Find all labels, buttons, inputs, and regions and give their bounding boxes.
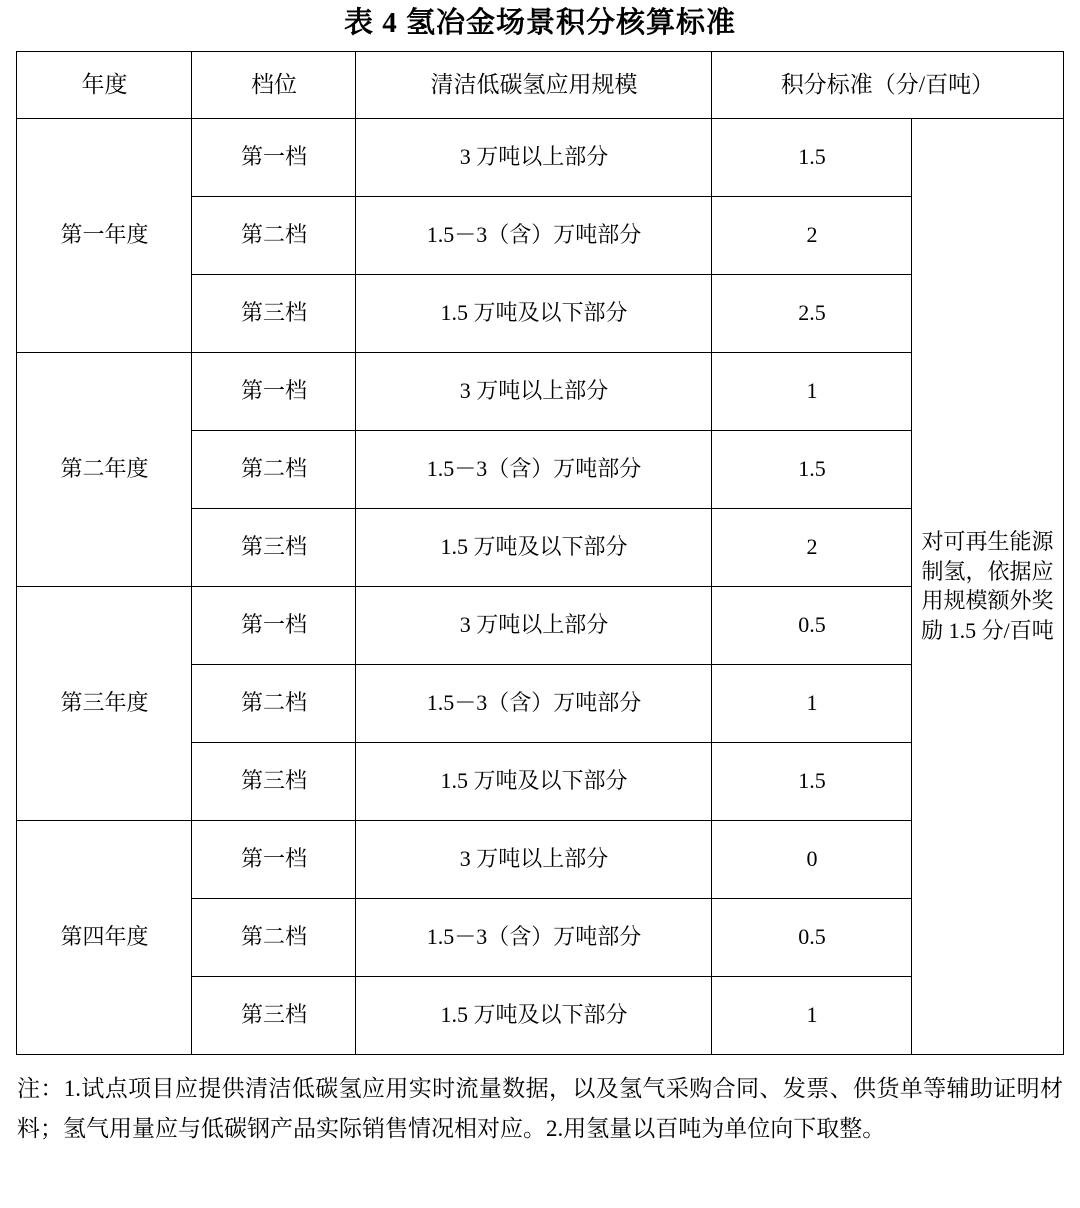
year-cell: 第一年度	[17, 118, 192, 352]
scale-cell: 1.5－3（含）万吨部分	[356, 430, 712, 508]
header-scale: 清洁低碳氢应用规模	[356, 51, 712, 118]
score-cell: 1	[712, 664, 912, 742]
table-header-row	[17, 51, 1063, 118]
scale-cell: 1.5 万吨及以下部分	[356, 742, 712, 820]
year-cell: 第三年度	[17, 586, 192, 820]
table-footnote: 注：1.试点项目应提供清洁低碳氢应用实时流量数据，以及氢气采购合同、发票、供货单等辅助证明材料；氢气用量应与低碳钢产品实际销售情况相对应。2.用氢量以百吨为单位向下取整。	[17, 1075, 1063, 1142]
tier-cell: 第一档	[192, 352, 356, 430]
tier-cell: 第一档	[192, 118, 356, 196]
scale-cell: 1.5－3（含）万吨部分	[356, 898, 712, 976]
year-cell: 第四年度	[17, 820, 192, 1054]
score-cell: 1.5	[712, 430, 912, 508]
score-cell: 0.5	[712, 586, 912, 664]
table-row	[17, 352, 1063, 430]
scale-cell: 3 万吨以上部分	[356, 352, 712, 430]
scale-cell: 1.5 万吨及以下部分	[356, 274, 712, 352]
score-cell: 2	[712, 196, 912, 274]
score-cell: 2	[712, 508, 912, 586]
score-cell: 0	[712, 820, 912, 898]
scale-cell: 1.5 万吨及以下部分	[356, 976, 712, 1054]
tier-cell: 第一档	[192, 586, 356, 664]
header-tier: 档位	[192, 51, 356, 118]
score-cell: 1.5	[712, 742, 912, 820]
scale-cell: 1.5－3（含）万吨部分	[356, 196, 712, 274]
table-row	[17, 118, 1063, 196]
scale-cell: 1.5－3（含）万吨部分	[356, 664, 712, 742]
table-row	[17, 586, 1063, 664]
scale-cell: 3 万吨以上部分	[356, 820, 712, 898]
tier-cell: 第三档	[192, 742, 356, 820]
score-standard-table	[16, 51, 1063, 1055]
table-body	[17, 118, 1063, 1054]
tier-cell: 第二档	[192, 196, 356, 274]
tier-cell: 第三档	[192, 508, 356, 586]
table-title: 表 4 氢冶金场景积分核算标准	[343, 7, 736, 39]
header-year: 年度	[17, 51, 192, 118]
tier-cell: 第二档	[192, 898, 356, 976]
table-row	[17, 820, 1063, 898]
tier-cell: 第二档	[192, 430, 356, 508]
score-cell: 1	[712, 976, 912, 1054]
tier-cell: 第三档	[192, 274, 356, 352]
tier-cell: 第三档	[192, 976, 356, 1054]
scale-cell: 1.5 万吨及以下部分	[356, 508, 712, 586]
table-header	[17, 51, 1063, 118]
scale-cell: 3 万吨以上部分	[356, 586, 712, 664]
score-cell: 2.5	[712, 274, 912, 352]
score-cell: 1.5	[712, 118, 912, 196]
tier-cell: 第二档	[192, 664, 356, 742]
note-cell: 对可再生能源制氢，依据应用规模额外奖励 1.5 分/百吨	[912, 118, 1063, 1054]
tier-cell: 第一档	[192, 820, 356, 898]
year-cell: 第二年度	[17, 352, 192, 586]
scale-cell: 3 万吨以上部分	[356, 118, 712, 196]
score-cell: 0.5	[712, 898, 912, 976]
score-cell: 1	[712, 352, 912, 430]
header-score: 积分标准（分/百吨）	[712, 51, 1063, 118]
